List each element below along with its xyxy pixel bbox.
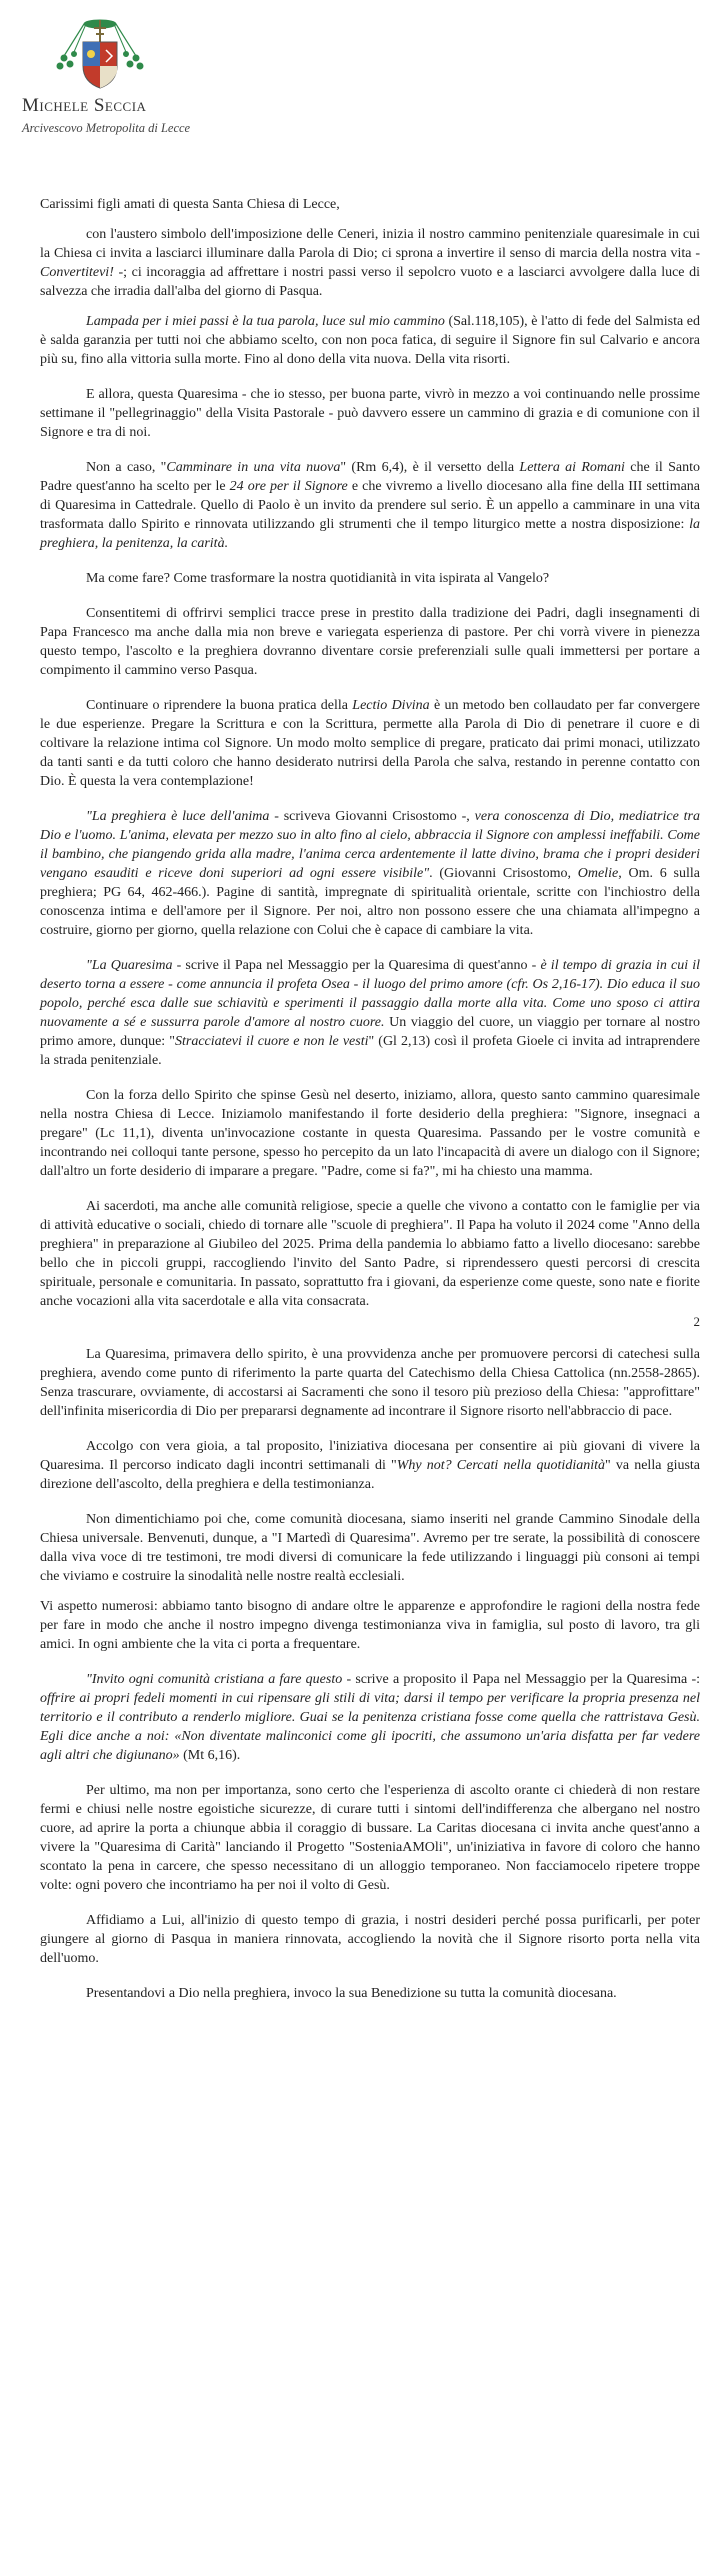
paragraph-17: Per ultimo, ma non per importanza, sono certo che l'esperienza di ascolto orante ci chiederà di non restare fermi e chiusi nelle nostre egoistiche sicurezze, di curare tutti i sintomi dell'indifferenza che albergano nel nostro cuore, ad aprire la porta a chiunque abbia il coraggio di bussare. La Caritas diocesana ci invita anche quest'anno a vivere la "Quaresima di Carità" lanciando il Progetto "SosteniaAMOli", un'iniziativa in favore di coloro che hanno scontato la pena in carcere, che spesso necessitano di un alloggio temporaneo. Non facciamocelo ripetere troppe volte: ogni povero che incontriamo ha per noi il volto di Gesù. <box>40 1783 700 1893</box>
archbishop-name: Michele Seccia <box>22 95 147 116</box>
paragraph-19: Presentandovi a Dio nella preghiera, invoco la sua Benedizione su tutta la comunità diocesana. <box>86 1986 617 2001</box>
paragraph-1: con l'austero simbolo dell'imposizione delle Ceneri, inizia il nostro cammino penitenziale quaresimale in cui la Chiesa ci invita a lasciarci illuminare dalla Parola di Dio; ci sprona a invertire il senso di marcia della nostra vita - Convertitevi! -; ci incoraggia ad affrettare i nostri passi verso il sepolcro vuoto e a lasciarci avvolgere dalla luce di salvezza che irradia dall'alba del giorno di Pasqua. <box>40 227 700 299</box>
paragraph-10: Con la forza dello Spirito che spinse Gesù nel deserto, iniziamo, allora, questo santo cammino quaresimale nella nostra Chiesa di Lecce. Iniziamolo manifestando il forte desiderio della preghiera: "Signore, insegnaci a pregare" (Lc 11,1), diventa un'invocazione costante in questa Quaresima. Passando per le vostre comunità e incontrando nei colloqui tante persone, spesso ho percepito da un lato l'incapacità di avere un dialogo con il Signore; dall'altro un forte desiderio di imparare a pregare. "Padre, come si fa?", mi ha chiesto una mamma. <box>40 1088 700 1179</box>
archbishop-title: Arcivescovo Metropolita di Lecce <box>22 121 191 135</box>
paragraph-5: Ma come fare? Come trasformare la nostra quotidianità in vita ispirata al Vangelo? <box>86 571 550 586</box>
paragraph-13: Accolgo con vera gioia, a tal proposito, l'iniziativa diocesana per consentire ai più giovani di vivere la Quaresima. Il percorso indicato dagli incontri settimanali di "Why not? Cercati nella quotidianità" va nella giusta direzione dell'ascolto, della preghiera e della testimonianza. <box>40 1439 701 1492</box>
paragraph-14: Non dimentichiamo poi che, come comunità diocesana, siamo inseriti nel grande Cammino Sinodale della Chiesa universale. Benvenuti, dunque, a "I Martedì di Quaresima". Avremo per tre serate, la possibilità di conoscere dalla viva voce di tre testimoni, tre modi diversi di comunicare la fede utilizzando i linguaggi più consoni ai tempi che viviamo e costruire la sinodalità nelle nostre realtà ecclesiali. <box>40 1512 700 1584</box>
paragraph-12: La Quaresima, primavera dello spirito, è una provvidenza anche per promuovere percorsi di catechesi sulla preghiera, avendo come punto di riferimento la parte quarta del Catechismo della Chiesa Cattolica (nn.2558-2865). Senza trascurare, ovviamente, di accostarsi ai Sacramenti che sono il tesoro più prezioso della Chiesa: "approfittare" dell'infinita misericordia di Dio per prepararsi degnamente ad incontrare il Signore risorto nell'abbraccio di pace. <box>40 1347 700 1419</box>
paragraph-3: E allora, questa Quaresima - che io stesso, per buona parte, vivrò in mezzo a voi continuando nelle prossime settimane il "pellegrinaggio" della Visita Pastorale - può davvero essere un cammino di grazia e di comunione con il Signore e tra di noi. <box>40 387 700 440</box>
paragraph-15: Vi aspetto numerosi: abbiamo tanto bisogno di andare oltre le apparenze e approfondire le ragioni della nostra fede per fare in modo che anche il nostro impegno divenga testimonianza viva in famiglia, sul posto di lavoro, tra gli amici. In ogni ambiente che la vita ci porta a frequentare. <box>40 1599 700 1652</box>
paragraph-8: "La preghiera è luce dell'anima - scriveva Giovanni Crisostomo -, vera conoscenza di Dio, mediatrice tra Dio e l'uomo. L'anima, elevata per mezzo suo in alto fino al cielo, abbraccia il Signore con amplessi ineffabili. Come il bambino, che piangendo grida alla madre, l'anima cerca ardentemente il latte divino, brama che i propri desideri vengano esauditi e riceve doni superiori ad ogni essere visibile". (Giovanni Crisostomo, Omelie, Om. 6 sulla preghiera; PG 64, 462-466.). Pagine di santità, impregnate di spiritualità orientale, scritte con l'inchiostro della conoscenza intima e dell'amore per il Signore. Per noi, altro non possono essere che una chiamata all'impegno a costruire, giorno per giorno, quella relazione con Colui che è capace di cambiare la vita. <box>40 809 701 938</box>
paragraph-18: Affidiamo a Lui, all'inizio di questo tempo di grazia, i nostri desideri perché possa purificarli, per poter giungere al giorno di Pasqua in maniera rinnovata, accogliendo la novità che il Signore risorto porta nella vita dell'uomo. <box>40 1913 700 1966</box>
coat-of-arms-icon <box>50 16 150 92</box>
paragraph-2: Lampada per i miei passi è la tua parola, luce sul mio cammino (Sal.118,105), è l'atto di fede del Salmista ed è salda garanzia per tutti noi che abbiamo scelto, con non poca fatica, di seguire il Signore fin sul Calvario e ancora più su, fino alla vittoria sulla morte. Fino al dono della vita nuova. Della vita risorti. <box>40 314 700 367</box>
page-number: 2 <box>693 1314 700 1329</box>
paragraph-6: Consentitemi di offrirvi semplici tracce prese in prestito dalla tradizione dei Padri, dagli insegnamenti di Papa Francesco ma anche dalla mia non breve e variegata esperienza di pastore. Per chi vorrà vivere in pienezza questo tempo, l'ascolto e la preghiera dovranno diventare corsie preferenziali sulle quali immettersi per portare a compimento il cammino verso Pasqua. <box>40 606 700 678</box>
letterhead <box>22 0 322 150</box>
salutation: Carissimi figli amati di questa Santa Chiesa di Lecce, <box>40 197 340 212</box>
paragraph-4: Non a caso, "Camminare in una vita nuova" (Rm 6,4), è il versetto della Lettera ai Romani che il Santo Padre quest'anno ha scelto per le 24 ore per il Signore e che vivremo a livello diocesano alla fine della III settimana di Quaresima in Cattedrale. Quello di Paolo è un invito da prendere sul serio. È un appello a camminare in una vita trasformata dallo Spirito e rinnovata utilizzando gli strumenti che il tempo liturgico mette a nostra disposizione: la preghiera, la penitenza, la carità. <box>40 460 701 551</box>
paragraph-9: "La Quaresima - scrive il Papa nel Messaggio per la Quaresima di quest'anno - è il tempo di grazia in cui il deserto torna a essere - come annuncia il profeta Osea - il luogo del primo amore (cfr. Os 2,16-17). Dio educa il suo popolo, perché esca dalle sue schiavitù e sperimenti il passaggio dalla morte alla vita. Come uno sposo ci attira nuovamente a sé e sussurra parole d'amore al nostro cuore. Un viaggio del cuore, un viaggio per tornare al nostro primo amore, dunque: "Stracciatevi il cuore e non le vesti" (Gl 2,13) così il profeta Gioele ci invita ad intraprendere la strada penitenziale. <box>40 958 701 1068</box>
paragraph-7: Continuare o riprendere la buona pratica della Lectio Divina è un metodo ben collaudato per far convergere le due esperienze. Pregare la Scrittura e con la Scrittura, permette alla Parola di Dio di penetrare il cuore e di coltivare la relazione intima col Signore. Un modo molto semplice di pregare, praticato dai primi monaci, utilizzato da tanti santi e da tutti coloro che hanno desiderato nutrirsi della Parola che salva, restando in perenne contatto con Dio. È questa la vera contemplazione! <box>40 698 700 789</box>
pastoral-letter-body <box>40 195 700 2014</box>
paragraph-16: "Invito ogni comunità cristiana a fare questo - scrive a proposito il Papa nel Messaggio per la Quaresima -: offrire ai propri fedeli momenti in cui ripensare gli stili di vita; darsi il tempo per verificare la propria presenza nel territorio e il contributo a renderlo migliore. Guai se la penitenza cristiana fosse come quella che rattristava Gesù. Egli dice anche a noi: «Non diventate malinconici come gli ipocriti, che assumono un'aria disfatta per far vedere agli altri che digiunano» (Mt 6,16). <box>40 1672 701 1763</box>
paragraph-11: Ai sacerdoti, ma anche alle comunità religiose, specie a quelle che vivono a contatto con le famiglie per via di attività educative o sociali, chiedo di tornare alle "scuole di preghiera". Il Papa ha voluto il 2024 come "Anno della preghiera" in preparazione al Giubileo del 2025. Prima della pandemia lo abbiamo fatto a livello diocesano: sarebbe bello che in piccoli gruppi, raccogliendo l'invito del Santo Padre, si riprendessero questi percorsi di crescita spirituale, personale e comunitaria. In passato, soprattutto fra i giovani, da esperienze come queste, sono nate e fiorite anche vocazioni alla vita sacerdotale e alla vita consacrata. <box>40 1199 700 1309</box>
